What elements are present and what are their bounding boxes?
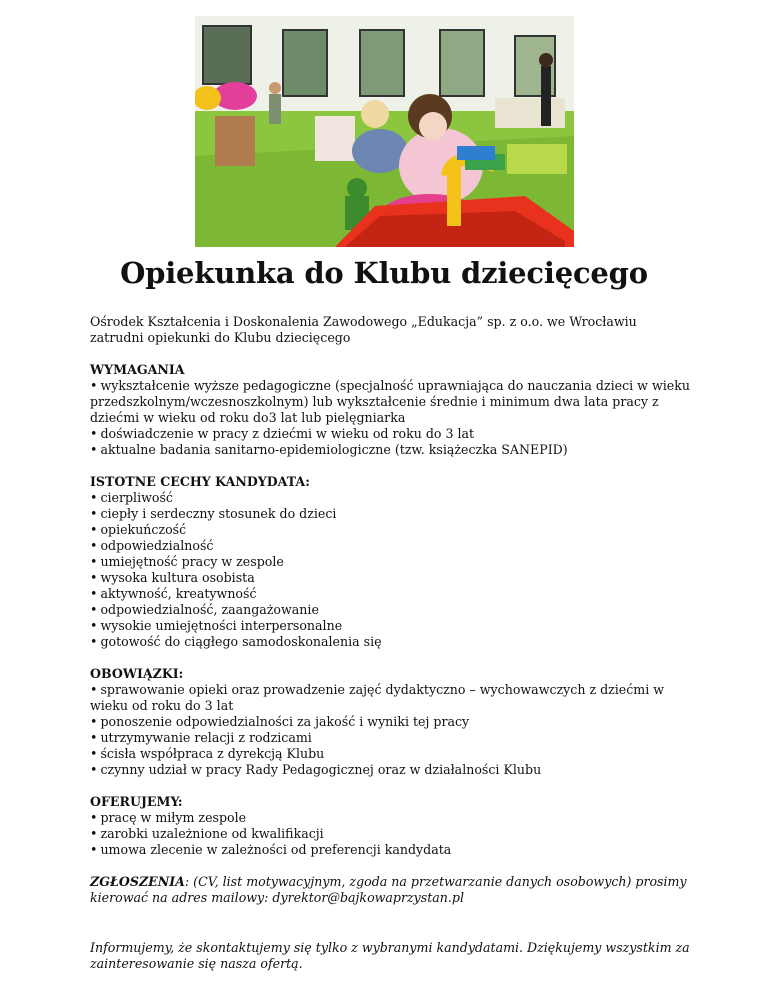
list-item [90,570,690,586]
sections-container [90,362,690,858]
section-heading: ISTOTNE CECHY KANDYDATA: [90,474,310,489]
list-item-text: utrzymywanie relacji z rodzicami [100,730,312,745]
bullet-icon: • [90,618,98,633]
list-item [90,538,690,554]
bullet-list [90,810,690,858]
list-item [90,618,690,634]
bullet-icon: • [90,586,98,601]
closing-paragraph: Informujemy, że skontaktujemy się tylko z wybranymi kandydatami. Dziękujemy wszystkim za zainteresowanie się nasza ofertą. [90,940,690,971]
list-item-text: opiekuńczość [100,522,187,537]
list-item-text: czynny udział w pracy Rady Pedagogicznej oraz w działalności Klubu [100,762,542,777]
list-item [90,682,690,714]
list-item-text: aktywność, kreatywność [100,586,257,601]
list-item-text: cierpliwość [100,490,173,505]
list-item-text: ciepły i serdeczny stosunek do dzieci [100,506,337,521]
list-item [90,714,690,730]
application-paragraph [90,874,690,906]
section-heading: OBOWIĄZKI: [90,666,184,681]
list-item [90,842,690,858]
job-ad-body [90,314,690,972]
bullet-icon: • [90,810,98,825]
list-item-text: aktualne badania sanitarno-epidemiologiczne (tzw. książeczka SANEPID) [100,442,568,457]
list-item-text: odpowiedzialność [100,538,214,553]
bullet-icon: • [90,682,98,697]
section-heading: WYMAGANIA [90,362,185,377]
list-item [90,490,690,506]
page-title: Opiekunka do Klubu dziecięcego [120,256,648,290]
section-1 [90,362,690,458]
classroom-photo [195,16,574,247]
list-item [90,730,690,746]
list-item [90,442,690,458]
list-item-text: ścisła współpraca z dyrekcją Klubu [100,746,325,761]
bullet-icon: • [90,714,98,729]
list-item-text: pracę w miłym zespole [100,810,247,825]
bullet-icon: • [90,826,98,841]
list-item [90,586,690,602]
list-item-text: zarobki uzależnione od kwalifikacji [100,826,324,841]
bullet-icon: • [90,490,98,505]
list-item [90,602,690,618]
bullet-icon: • [90,506,98,521]
list-item [90,810,690,826]
list-item [90,522,690,538]
list-item [90,554,690,570]
bullet-icon: • [90,602,98,617]
list-item [90,506,690,522]
list-item [90,826,690,842]
bullet-list [90,378,690,458]
list-item-text: gotowość do ciągłego samodoskonalenia się [100,634,382,649]
list-item [90,378,690,426]
bullet-icon: • [90,842,98,857]
bullet-icon: • [90,426,98,441]
list-item-text: wykształcenie wyższe pedagogiczne (specjalność uprawniająca do nauczania dzieci w wieku przedszkolnym/wczesnoszkolnym) lub wykształcenie średnie i minimum dwa lata pracy z dziećmi w wieku od roku do3 lat lub pielęgniarka [90,378,690,425]
bullet-icon: • [90,634,98,649]
bullet-icon: • [90,762,98,777]
section-3 [90,666,690,778]
list-item [90,762,690,778]
bullet-icon: • [90,730,98,745]
list-item-text: odpowiedzialność, zaangażowanie [100,602,319,617]
bullet-list [90,682,690,778]
bullet-list [90,490,690,650]
list-item-text: sprawowanie opieki oraz prowadzenie zajęć dydaktyczno – wychowawczych z dziećmi w wieku od roku do 3 lat [90,682,665,713]
bullet-icon: • [90,570,98,585]
list-item-text: wysoka kultura osobista [100,570,255,585]
intro-paragraph: Ośrodek Kształcenia i Doskonalenia Zawodowego „Edukacja” sp. z o.o. we Wrocławiu zatrudni opiekunki do Klubu dziecięcego [90,314,637,345]
bullet-icon: • [90,554,98,569]
list-item [90,634,690,650]
list-item-text: wysokie umiejętności interpersonalne [100,618,343,633]
list-item [90,746,690,762]
list-item-text: umowa zlecenie w zależności od preferencji kandydata [100,842,452,857]
list-item-text: doświadczenie w pracy z dziećmi w wieku od roku do 3 lat [100,426,475,441]
list-item-text: ponoszenie odpowiedzialności za jakość i wyniki tej pracy [100,714,470,729]
bullet-icon: • [90,746,98,761]
bullet-icon: • [90,378,98,393]
section-2 [90,474,690,650]
section-4 [90,794,690,858]
section-heading: OFERUJEMY: [90,794,183,809]
list-item [90,426,690,442]
list-item-text: umiejętność pracy w zespole [100,554,284,569]
bullet-icon: • [90,522,98,537]
bullet-icon: • [90,442,98,457]
bullet-icon: • [90,538,98,553]
application-text: : (CV, list motywacyjnym, zgoda na przetwarzanie danych osobowych) prosimy kierować na adres mailowy: dyrektor@bajkowaprzystan.pl [90,874,687,905]
application-label: ZGŁOSZENIA [90,874,185,889]
